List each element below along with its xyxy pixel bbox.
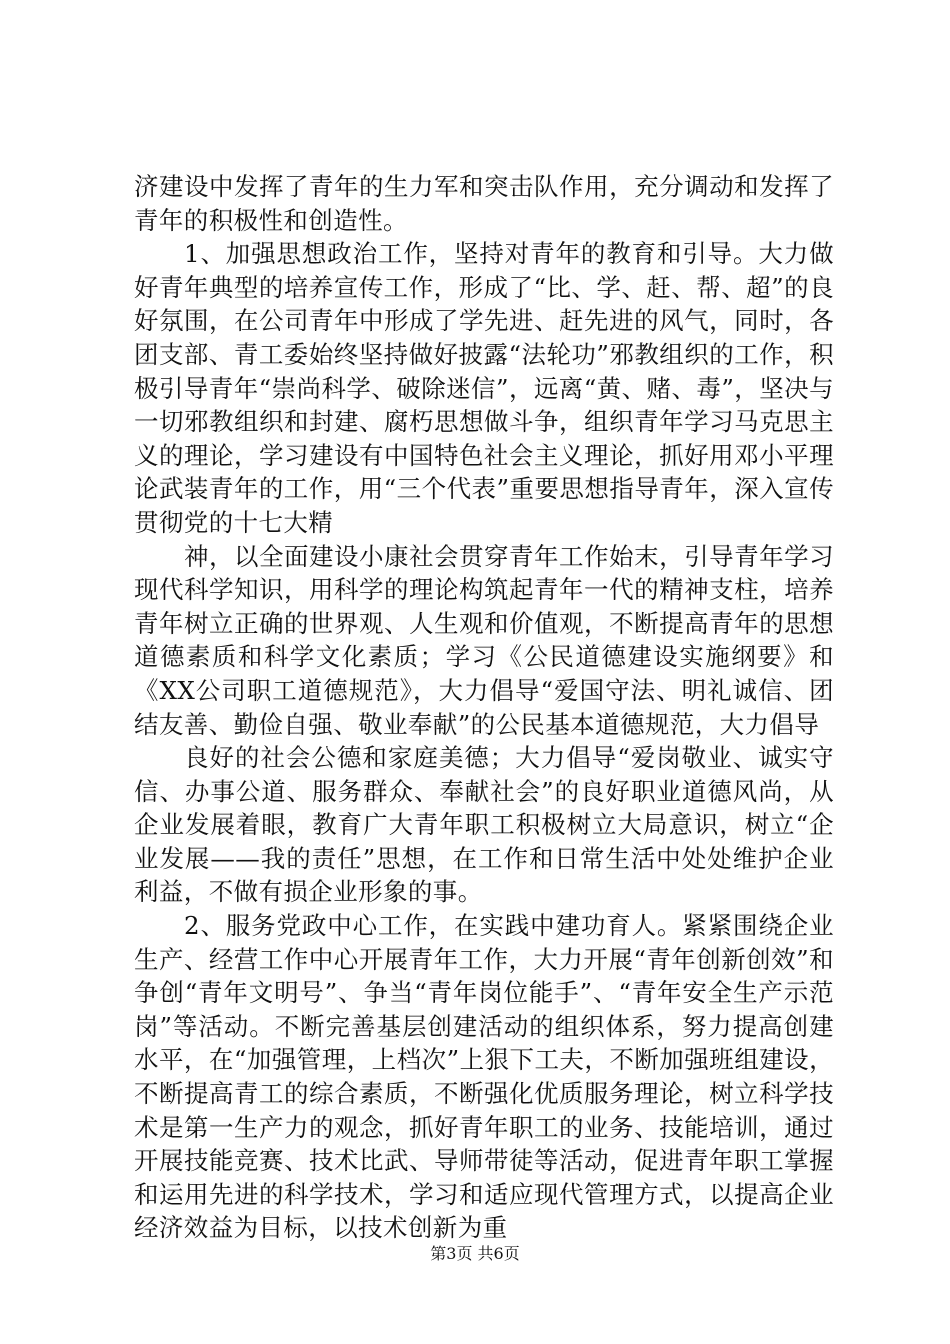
document-body (134, 170, 834, 1245)
page-footer: 第3页 共6页 (430, 1244, 520, 1263)
paragraph-section-1-cont-a: 神，以全面建设小康社会贯穿青年工作始末，引导青年学习现代科学知识，用科学的理论构筑起青年一代的精神支柱，培养青年树立正确的世界观、人生观和价值观，不断提高青年的思想道德素质和科学文化素质；学习《公民道德建设实施纲要》和《XX公司职工道德规范》，大力倡导“爱国守法、明礼诚信、团结友善、勤俭自强、敬业奉献”的公民基本道德规范，大力倡导 (134, 541, 834, 739)
paragraph-section-1: 1、加强思想政治工作，坚持对青年的教育和引导。大力做好青年典型的培养宣传工作，形成了“比、学、赶、帮、超”的良好氛围，在公司青年中形成了学先进、赶先进的风气，同时，各团支部、青工委始终坚持做好披露“法轮功”邪教组织的工作，积极引导青年“崇尚科学、破除迷信”，远离“黄、赌、毒”，坚决与一切邪教组织和封建、腐朽思想做斗争，组织青年学习马克思主义的理论，学习建设有中国特色社会主义理论，抓好用邓小平理论武装青年的工作，用“三个代表”重要思想指导青年，深入宣传贯彻党的十七大精 (134, 239, 834, 537)
paragraph-section-2: 2、服务党政中心工作，在实践中建功育人。紧紧围绕企业生产、经营工作中心开展青年工作，大力开展“青年创新创效”和争创“青年文明号”、争当“青年岗位能手”、“青年安全生产示范岗”等活动。不断完善基层创建活动的组织体系，努力提高创建水平，在“加强管理，上档次”上狠下工夫，不断加强班组建设，不断提高青工的综合素质，不断强化优质服务理论，树立科学技术是第一生产力的观念，抓好青年职工的业务、技能培训，通过开展技能竞赛、技术比武、导师带徒等活动，促进青年职工掌握和运用先进的科学技术，学习和适应现代管理方式，以提高企业经济效益为目标，以技术创新为重 (134, 911, 834, 1243)
paragraph-continuation: 济建设中发挥了青年的生力军和突击队作用，充分调动和发挥了青年的积极性和创造性。 (134, 172, 834, 235)
paragraph-section-1-cont-b: 良好的社会公德和家庭美德；大力倡导“爱岗敬业、诚实守信、办事公道、服务群众、奉献社会”的良好职业道德风尚，从企业发展着眼，教育广大青年职工积极树立大局意识，树立“企业发展——我的责任”思想，在工作和日常生活中处处维护企业利益，不做有损企业形象的事。 (134, 743, 834, 907)
